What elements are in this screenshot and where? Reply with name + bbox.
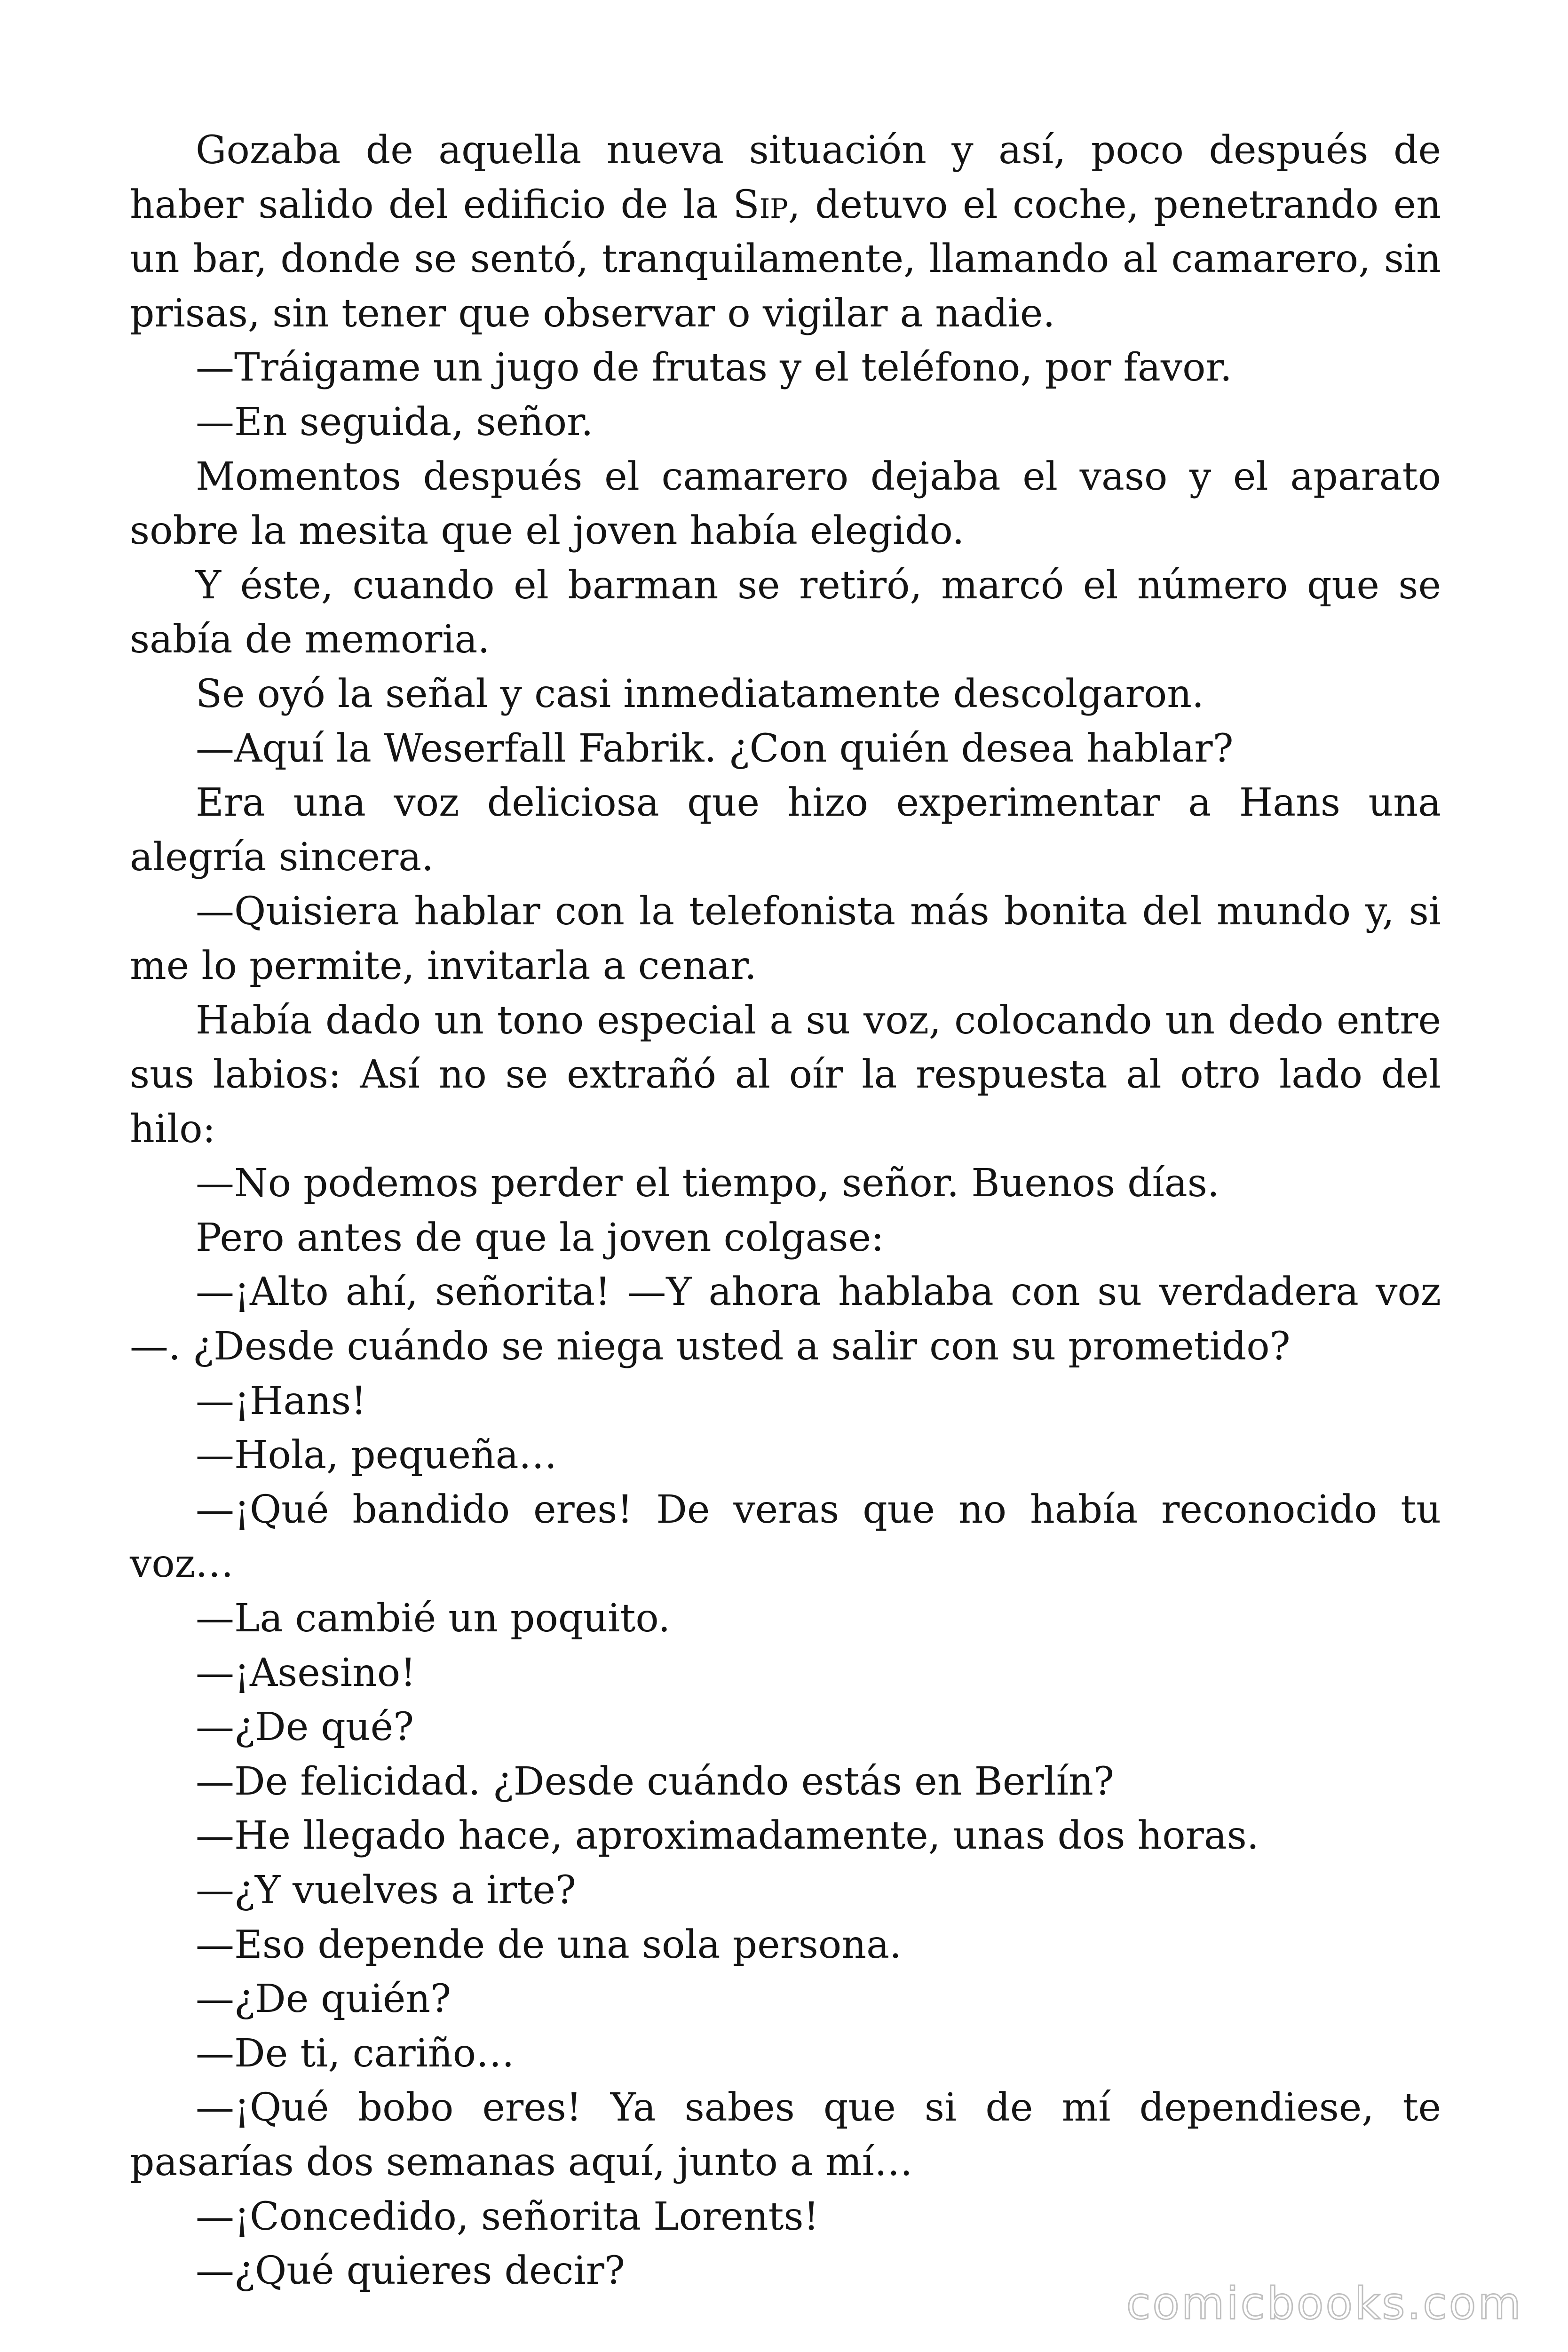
dialogue-line: —He llegado hace, aproximadamente, unas dos horas. (196, 1813, 1259, 1859)
dialogue-line: —¡Alto ahí, señorita! —Y ahora hablaba con su verdadera voz—. ¿Desde cuándo se niega usted a salir con su prometido? (130, 1270, 1441, 1369)
dialogue-line: —¡Qué bandido eres! De veras que no había reconocido tu voz… (130, 1487, 1441, 1587)
paragraph: Se oyó la señal y casi inmediatamente descolgaron. (196, 671, 1204, 716)
dialogue-line: —¿De qué? (196, 1705, 414, 1750)
dialogue-line: —¡Hans! (196, 1378, 367, 1423)
dialogue-line: —¡Asesino! (196, 1650, 416, 1695)
dialogue-line: —La cambié un poquito. (196, 1596, 671, 1641)
dialogue-line: —Aquí la Weserfall Fabrik. ¿Con quién desea hablar? (196, 726, 1234, 771)
watermark-text: comicbooks.com (1126, 2278, 1523, 2329)
body-text (130, 123, 1441, 2298)
paragraph: Momentos después el camarero dejaba el vaso y el aparato sobre la mesita que el joven había elegido. (130, 454, 1441, 554)
paragraph-text: , detuvo el coche, penetrando en un bar, donde se sentó, tranquilamente, llamando al camarero, sin prisas, sin tener que observar o vigilar a nadie. (130, 182, 1441, 336)
dialogue-line: —De ti, cariño… (196, 2031, 515, 2076)
dialogue-line: —¿Y vuelves a irte? (196, 1868, 576, 1913)
dialogue-line: —No podemos perder el tiempo, señor. Buenos días. (196, 1161, 1220, 1206)
paragraph: Y éste, cuando el barman se retiró, marcó el número que se sabía de memoria. (130, 563, 1441, 662)
dialogue-line: —¡Concedido, señorita Lorents! (196, 2194, 819, 2239)
dialogue-line: —En seguida, señor. (196, 399, 594, 445)
paragraph: Había dado un tono especial a su voz, colocando un dedo entre sus labios: Así no se extrañó al oír la respuesta al otro lado del hilo: (130, 998, 1441, 1152)
dialogue-line: —Quisiera hablar con la telefonista más bonita del mundo y, si me lo permite, invitarla a cenar. (130, 889, 1441, 988)
paragraph (130, 123, 1441, 341)
paragraph-text: Gozaba de aquella nueva situación y así, poco después de haber salido del edificio de la (130, 128, 1441, 227)
dialogue-line: —¿Qué quieres decir? (196, 2249, 625, 2294)
paragraph: Pero antes de que la joven colgase: (196, 1215, 884, 1260)
dialogue-line: —¡Qué bobo eres! Ya sabes que si de mí dependiese, te pasarías dos semanas aquí, junto a mí… (130, 2085, 1441, 2185)
paragraph: Era una voz deliciosa que hizo experimentar a Hans una alegría sincera. (130, 780, 1441, 880)
dialogue-line: —¿De quién? (196, 1977, 451, 2022)
dialogue-line: —De felicidad. ¿Desde cuándo estás en Berlín? (196, 1759, 1114, 1804)
dialogue-line: —Tráigame un jugo de frutas y el teléfono, por favor. (196, 345, 1232, 390)
dialogue-line: —Eso depende de una sola persona. (196, 1922, 902, 1967)
acronym-sip: Sip (733, 182, 788, 227)
dialogue-line: —Hola, pequeña… (196, 1433, 557, 1478)
